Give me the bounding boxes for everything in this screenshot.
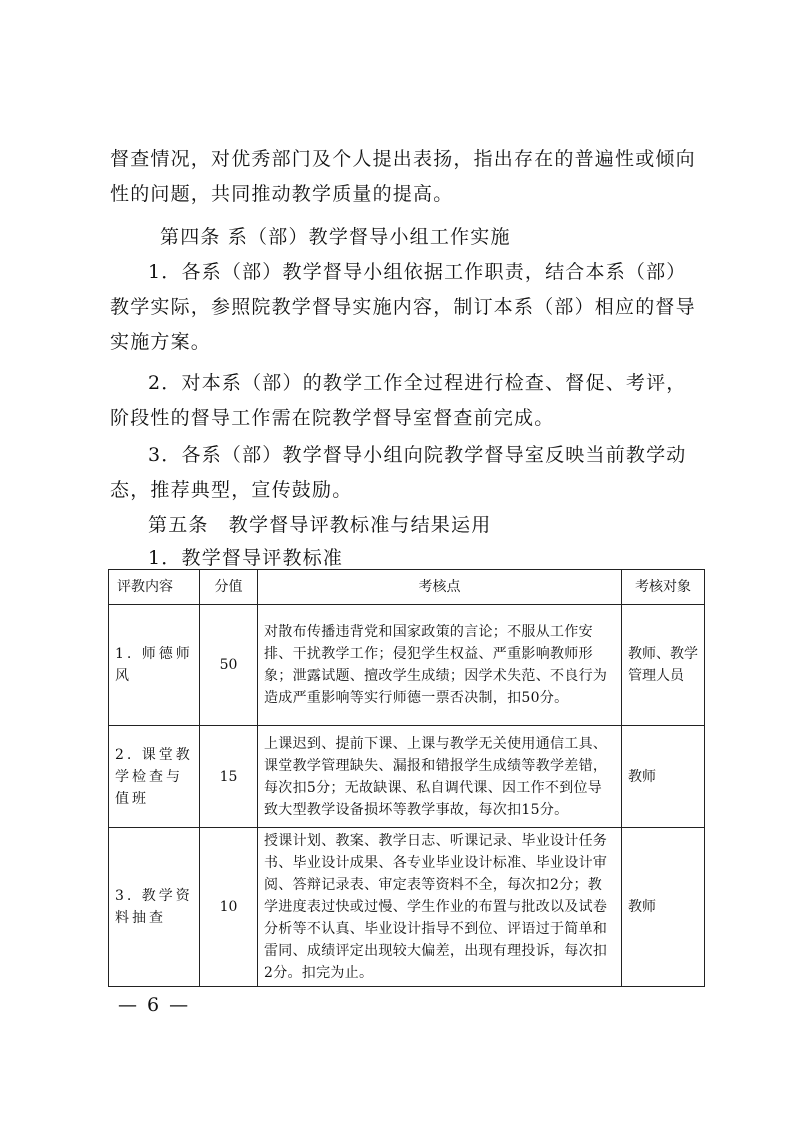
- cell-item: 2. 课堂教学检查与值班: [109, 726, 200, 828]
- header-score: 分值: [200, 570, 258, 605]
- article-five-heading: 第五条 教学督导评教标准与结果运用: [148, 514, 492, 536]
- cell-score: 15: [200, 726, 258, 828]
- article-four-heading: 第四条 系（部）教学督导小组工作实施: [160, 226, 511, 248]
- page-number: — 6 —: [118, 994, 191, 1016]
- header-target: 考核对象: [622, 570, 705, 605]
- cell-item: 1. 师德师风: [109, 605, 200, 726]
- evaluation-standard-table: [108, 569, 705, 987]
- cell-points: 上课迟到、提前下课、上课与教学无关使用通信工具、课堂教学管理缺失、漏报和错报学生成绩等教学差错，每次扣5分；无故缺课、私自调代课、因工作不到位导致大型教学设备损坏等教学事故，每次扣15分。: [258, 726, 622, 828]
- cell-target: 教师: [622, 828, 705, 987]
- paragraph-item-1: 1．各系（部）教学督导小组依据工作职责，结合本系（部）教学实际，参照院教学督导实施内容，制订本系（部）相应的督导实施方案。: [110, 261, 696, 353]
- cell-target: 教师、教学管理人员: [622, 605, 705, 726]
- header-eval-content: 评教内容: [109, 570, 200, 605]
- cell-points: 对散布传播违背党和国家政策的言论；不服从工作安排、干扰教学工作；侵犯学生权益、严重影响教师形象；泄露试题、擅改学生成绩；因学术失范、不良行为造成严重影响等实行师德一票否决制，扣50分。: [258, 605, 622, 726]
- paragraph-item-3: 3．各系（部）教学督导小组向院教学督导室反映当前教学动态，推荐典型，宣传鼓励。: [110, 444, 687, 501]
- header-check-points: 考核点: [258, 570, 622, 605]
- table-row: [109, 828, 705, 987]
- table-row: [109, 605, 705, 726]
- table-header-row: [109, 570, 705, 605]
- cell-score: 50: [200, 605, 258, 726]
- cell-points: 授课计划、教案、教学日志、听课记录、毕业设计任务书、毕业设计成果、各专业毕业设计标准、毕业设计审阅、答辩记录表、审定表等资料不全，每次扣2分；教学进度表过快或过慢、学生作业的布置与批改以及试卷分析等不认真、毕业设计指导不到位、评语过于简单和雷同、成绩评定出现较大偏差，出现有理投诉，每次扣2分。扣完为止。: [258, 828, 622, 987]
- cell-target: 教师: [622, 726, 705, 828]
- cell-score: 10: [200, 828, 258, 987]
- paragraph-supervision-summary: 督查情况，对优秀部门及个人提出表扬，指出存在的普遍性或倾向性的问题，共同推动教学质量的提高。: [110, 148, 696, 205]
- evaluation-standard-heading: 1．教学督导评教标准: [148, 547, 344, 569]
- paragraph-item-2: 2．对本系（部）的教学工作全过程进行检查、督促、考评，阶段性的督导工作需在院教学督导室督查前完成。: [110, 372, 687, 429]
- cell-item: 3. 教学资料抽查: [109, 828, 200, 987]
- table-row: [109, 726, 705, 828]
